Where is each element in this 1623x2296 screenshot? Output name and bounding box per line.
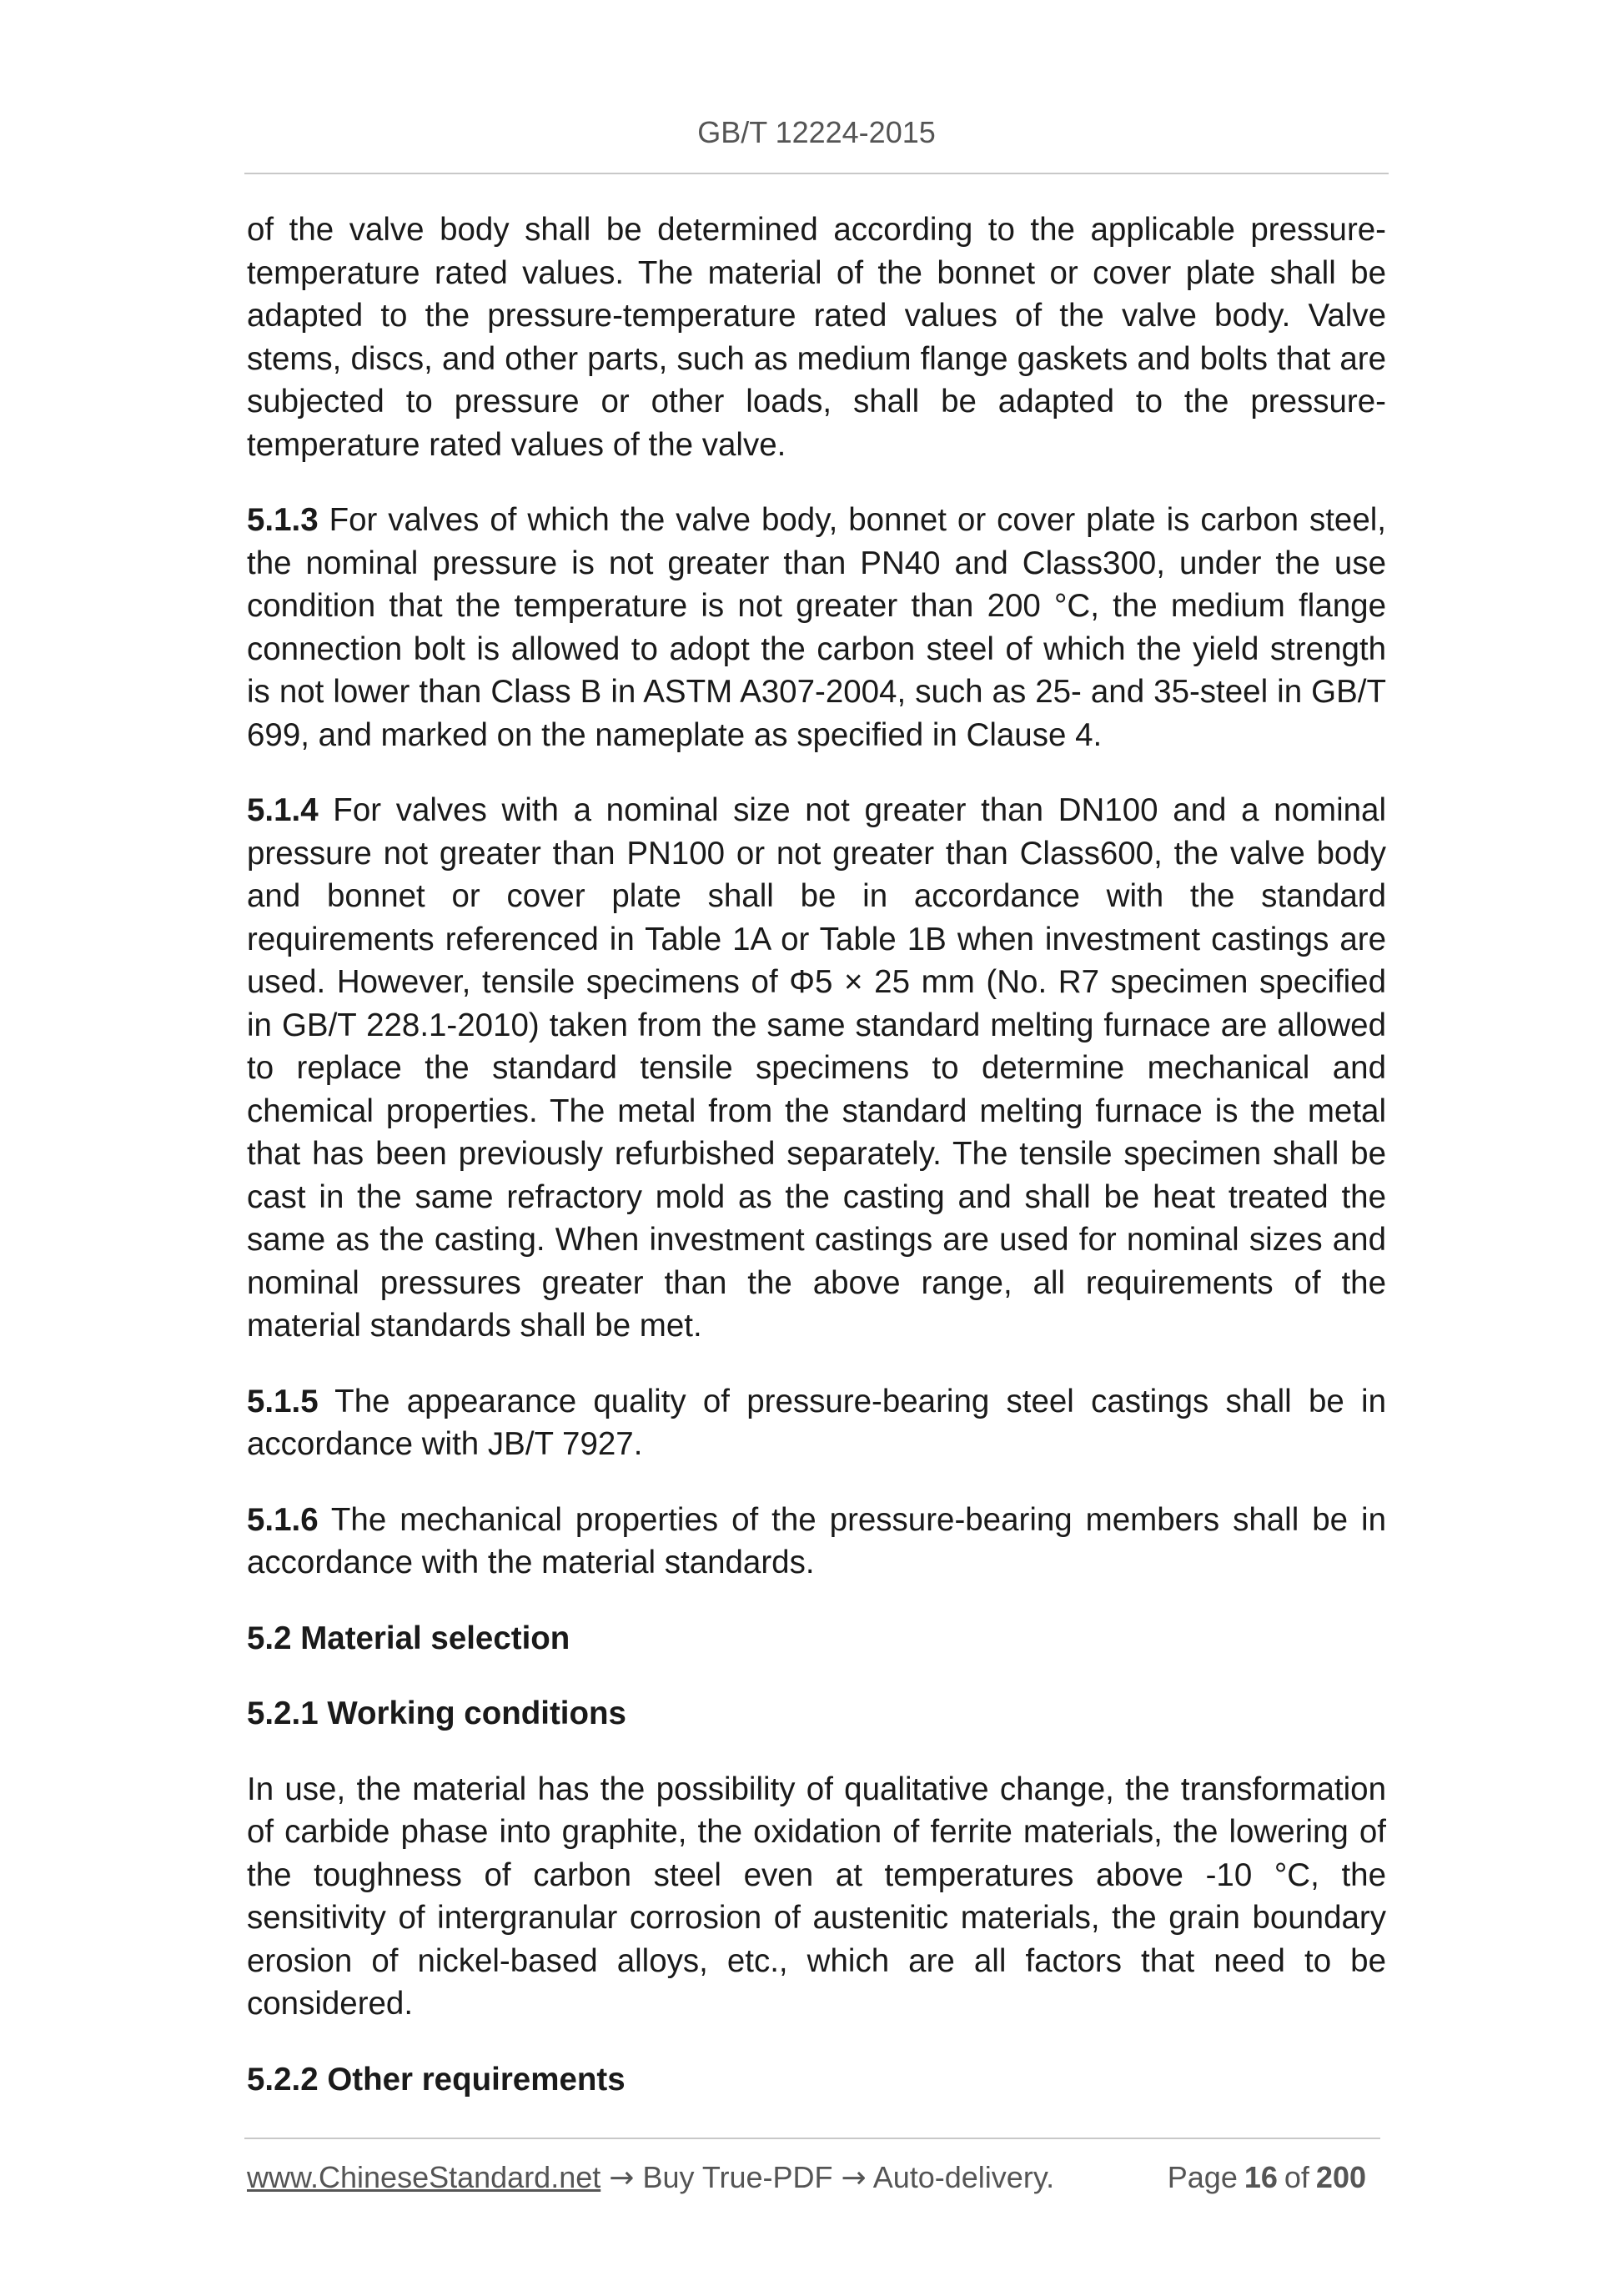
clause-5-1-3 [247, 499, 1386, 756]
clause-text: For valves with a nominal size not greater than DN100 and a nominal pressure not greater than PN100 or not greater than Class600, the valve body and bonnet or cover plate shall be in accordance with the standard requirements referenced in Table 1A or Table 1B when investment castings are used. However, tensile specimens of Φ5 × 25 mm (No. R7 specimen specified in GB/T 228.1-2010) taken from the same standard melting furnace are allowed to replace the standard tensile specimens to determine mechanical and chemical properties. The metal from the standard melting furnace is the metal that has been previously refurbished separately. The tensile specimen shall be cast in the same refractory mold as the casting and shall be heat treated the same as the casting. When investment castings are used for nominal sizes and nominal pressures greater than the above range, all requirements of the material standards shall be met. [247, 792, 1386, 1344]
heading-5-2-1: 5.2.1 Working conditions [247, 1696, 626, 1731]
clause-text: The appearance quality of pressure-bearing steel castings shall be in accordance with JB/T 7927. [247, 1383, 1386, 1462]
footer-divider [244, 2138, 1380, 2139]
page-label: Page [1167, 2160, 1238, 2194]
clause-number: 5.1.4 [247, 792, 319, 828]
page-of-label: of [1284, 2160, 1309, 2194]
header-divider [244, 173, 1389, 174]
page-current: 16 [1244, 2160, 1278, 2194]
page-footer [247, 2160, 1381, 2202]
clause-5-1-4 [247, 789, 1386, 1348]
footer-promo [247, 2160, 1054, 2195]
arrow-right-icon: → [841, 2161, 867, 2195]
clause-number: 5.1.5 [247, 1383, 319, 1419]
auto-delivery-text: Auto-delivery. [872, 2160, 1055, 2194]
paragraph-5-2-1: In use, the material has the possibility of qualitative change, the transformation of carbide phase into graphite, the oxidation of ferrite materials, the lowering of the toughness of carbon steel even at temperatures above -10 °C, the sensitivity of intergranular corrosion of austenitic materials, the grain boundary erosion of nickel-based alloys, etc., which are all factors that need to be considered. [247, 1771, 1386, 2022]
arrow-right-icon: → [609, 2161, 635, 2195]
page-indicator [1168, 2160, 1373, 2195]
document-body [247, 208, 1386, 2133]
clause-number: 5.1.3 [247, 502, 319, 538]
clause-5-1-6 [247, 1499, 1386, 1585]
paragraph-continued: of the valve body shall be determined according to the applicable pressure-temperature rated values. The material of the bonnet or cover plate shall be adapted to the pressure-temperature rated values of the valve body. Valve stems, discs, and other parts, such as medium flange gaskets and bolts that are subjected to pressure or other loads, shall be adapted to the pressure-temperature rated values of the valve. [247, 212, 1386, 463]
clause-number: 5.1.6 [247, 1501, 319, 1538]
clause-text: For valves of which the valve body, bonnet or cover plate is carbon steel, the nominal pressure is not greater than PN40 and Class300, under the use condition that the temperature is not greater than 200 °C, the medium flange connection bolt is allowed to adopt the carbon steel of which the yield strength is not lower than Class B in ASTM A307-2004, such as 25- and 35-steel in GB/T 699, and marked on the nameplate as specified in Clause 4. [247, 502, 1386, 753]
clause-5-1-5 [247, 1380, 1386, 1466]
heading-5-2-2: 5.2.2 Other requirements [247, 2061, 626, 2098]
website-link[interactable]: www.ChineseStandard.net [247, 2160, 601, 2194]
page-total: 200 [1315, 2160, 1366, 2194]
clause-text: The mechanical properties of the pressure-bearing members shall be in accordance with the material standards. [247, 1501, 1386, 1580]
heading-5-2: 5.2 Material selection [247, 1620, 570, 1656]
page-header-title: GB/T 12224-2015 [697, 115, 936, 149]
buy-true-pdf-text: Buy True-PDF [642, 2160, 833, 2194]
